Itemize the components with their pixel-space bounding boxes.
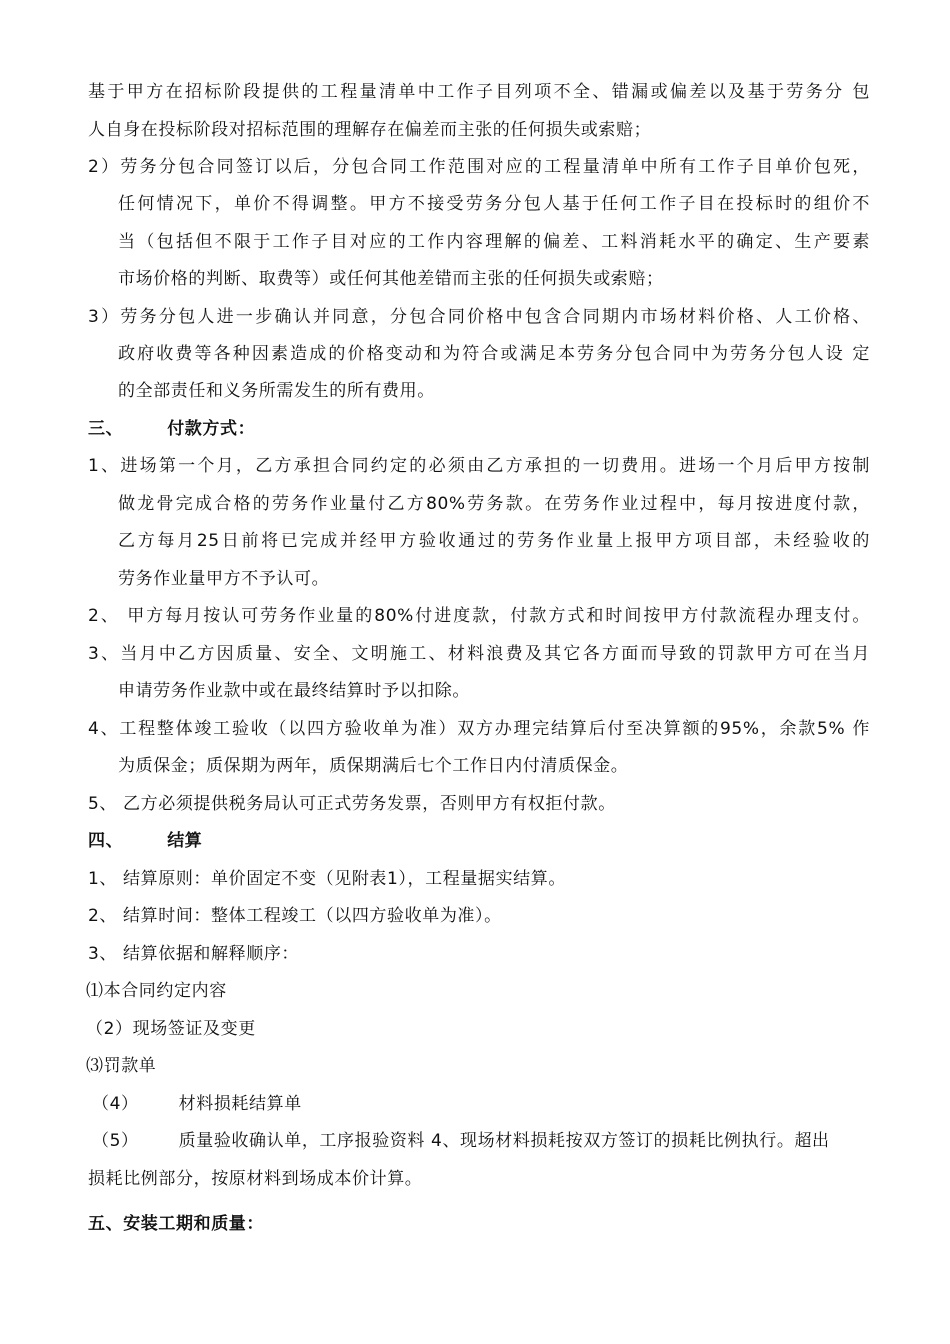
settlement-item-3: 3、 结算依据和解释顺序： (88, 944, 300, 964)
clause-2-line: 2）劳务分包合同签订以后，分包合同工作范围对应的工程量清单中所有工作子目单价包死， (88, 157, 870, 177)
payment-item-1: 做龙骨完成合格的劳务作业量付乙方80%劳务款。在劳务作业过程中，每月按进度付款， (118, 494, 870, 514)
basis-item-1: ⑴本合同约定内容 (86, 981, 227, 1001)
settlement-item-2: 2、 结算时间：整体工程竣工（以四方验收单为准）。 (88, 906, 502, 926)
settlement-item-1: 1、 结算原则：单价固定不变（见附表1），工程量据实结算。 (88, 869, 566, 889)
clause-3-line: 政府收费等各种因素造成的价格变动和为符合或满足本劳务分包合同中为劳务分包人设 定 (118, 344, 870, 364)
payment-item-5: 5、 乙方必须提供税务局认可正式劳务发票，否则甲方有权拒付款。 (88, 794, 616, 814)
section-number: 四、 (88, 831, 124, 851)
item-number: （5） (92, 1131, 139, 1151)
basis-item-5 (92, 1126, 830, 1151)
payment-item-1: 乙方每月25日前将已完成并经甲方验收通过的劳务作业量上报甲方项目部，未经验收的 (118, 531, 870, 551)
item-text: 质量验收确认单，工序报验资料 4、现场材料损耗按双方签订的损耗比例执行。超出 (178, 1131, 830, 1151)
clause-2-line: 市场价格的判断、取费等）或任何其他差错而主张的任何损失或索赔； (118, 269, 664, 289)
basis-item-3: ⑶罚款单 (86, 1056, 157, 1076)
section-number: 三、 (88, 419, 124, 439)
payment-item-3: 3、当月中乙方因质量、安全、文明施工、材料浪费及其它各方面而导致的罚款甲方可在当月 (88, 644, 870, 664)
payment-item-3: 申请劳务作业款中或在最终结算时予以扣除。 (118, 681, 470, 701)
section-title: 付款方式： (167, 419, 256, 439)
payment-item-1: 1、进场第一个月，乙方承担合同约定的必须由乙方承担的一切费用。进场一个月后甲方按制 (88, 456, 870, 476)
basis-item-5-cont: 损耗比例部分，按原材料到场成本价计算。 (88, 1169, 423, 1189)
paragraph-line: 基于甲方在招标阶段提供的工程量清单中工作子目列项不全、错漏或偏差以及基于劳务分 包 (88, 82, 870, 102)
clause-3-line: 3）劳务分包人进一步确认并同意，分包合同价格中包含合同期内市场材料价格、人工价格、 (88, 307, 870, 327)
section-title: 结算 (167, 831, 203, 851)
clause-2-line: 任何情况下，单价不得调整。甲方不接受劳务分包人基于任何工作子目在投标时的组价不 (118, 194, 870, 214)
clause-3-line: 的全部责任和义务所需发生的所有费用。 (118, 381, 435, 401)
paragraph-line: 人自身在投标阶段对招标范围的理解存在偏差而主张的任何损失或索赔； (88, 120, 652, 140)
payment-item-2: 2、 甲方每月按认可劳务作业量的80%付进度款，付款方式和时间按甲方付款流程办理支付。 (88, 606, 870, 626)
payment-item-4: 4、工程整体竣工验收（以四方验收单为准）双方办理完结算后付至决算额的95%，余款5% 作 (88, 719, 870, 739)
section-heading-schedule-quality: 五、安装工期和质量： (88, 1214, 264, 1234)
section-heading-settlement (88, 826, 202, 851)
item-text: 材料损耗结算单 (178, 1094, 302, 1114)
payment-item-4: 为质保金；质保期为两年，质保期满后七个工作日内付清质保金。 (118, 756, 629, 776)
section-heading-payment (88, 414, 255, 439)
item-number: （4） (92, 1094, 139, 1114)
payment-item-1: 劳务作业量甲方不予认可。 (118, 569, 330, 589)
clause-2-line: 当（包括但不限于工作子目对应的工作内容理解的偏差、工料消耗水平的确定、生产要素 (118, 232, 870, 252)
basis-item-4 (92, 1089, 302, 1114)
basis-item-2: （2）现场签证及变更 (86, 1019, 256, 1039)
